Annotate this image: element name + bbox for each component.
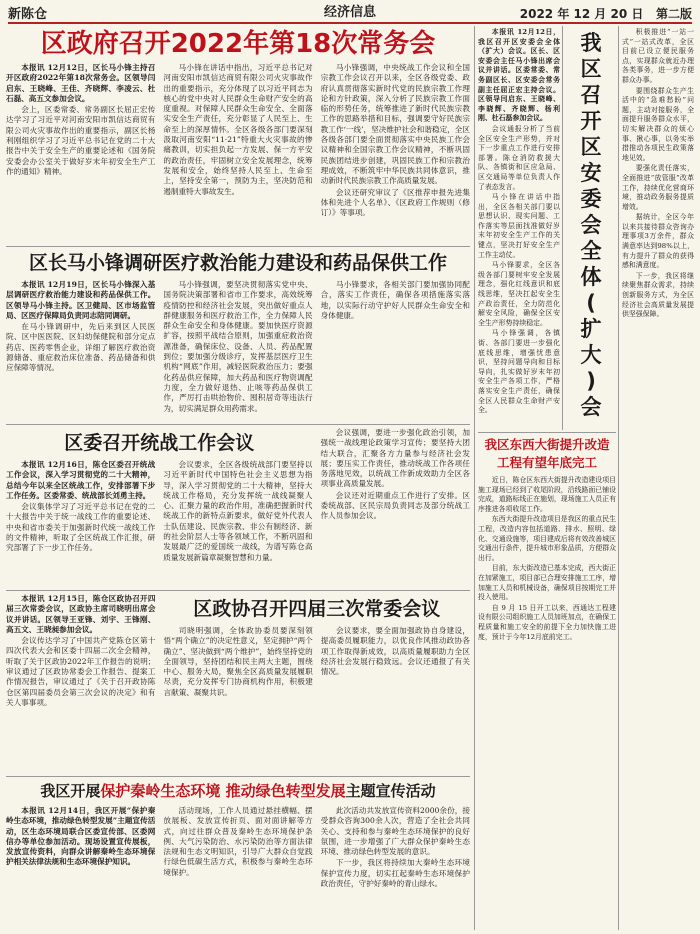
article-body bbox=[164, 626, 470, 699]
headline-char: 体 bbox=[580, 265, 602, 289]
article-right-block bbox=[164, 594, 470, 774]
paragraph: 在马小锋调研中，先后来到区人民医院、区中医医院、区妇幼保健院和部分定点药店、医药零售企业，详细了解医疗救治资源储备、重症救治床位准备、药品储备和供应保障等情况。 bbox=[6, 322, 156, 373]
article-medical-research bbox=[6, 250, 470, 422]
article-column bbox=[163, 806, 312, 890]
paragraph: 要围绕群众生产生活中的“急难愁盼”问题，主动对接服务，全面提升服务群众水平，切实解决群众的烦心事、揪心事，以务实举措推动各项民生政策落地见效。 bbox=[622, 86, 694, 162]
paragraph: 马小锋在讲话中指出，全区各相关部门要以思想认识、现实问题、工作落实等层面找准做好岁末年初安全生产工作的关键点，坚决打好安全生产工作主动仗。 bbox=[478, 193, 560, 259]
paragraph: 下一步，我区将持续加大秦岭生态环境保护宣传力度，切实扛起秦岭生态环境保护政治责任，守护好秦岭的青山绿水。 bbox=[320, 858, 470, 889]
paragraph: 会议集体学习了习近平总书记在党的二十大报告中关于统一战线工作的重要论述、中央和省市委关于加强新时代统一战线工作的文件精神，听取了全区统战工作汇报，研究部署了下一步工作任务。 bbox=[6, 502, 156, 553]
article-standing-meeting bbox=[6, 28, 470, 244]
paragraph: 马小锋强调，各镇街、各部门要进一步强化底线思维，增强忧患意识，坚持问题导向和目标导向，扎实做好岁末年初安全生产各项工作，严格落实安全生产责任，确保全区人民群众生命财产安全。 bbox=[478, 329, 560, 415]
divider bbox=[478, 432, 616, 433]
article-street-renovation bbox=[478, 436, 616, 930]
divider bbox=[6, 590, 470, 591]
article-cppcc bbox=[6, 594, 470, 774]
headline-highlight: 保护秦岭生态环境 推动绿色转型发展 bbox=[100, 782, 346, 800]
paragraph: 会议强调，要进一步强化政治引领，加强统一战线理论政策学习宣传；要坚持大团结大联合，汇聚各方力量参与经济社会发展；要压实工作责任，推动统战工作各项任务落地见效，以统战工作新成效助力全区各项事业高质量发展。 bbox=[320, 428, 470, 489]
paper-name: 新陈仓 bbox=[8, 7, 48, 22]
divider bbox=[618, 26, 619, 930]
article-column bbox=[321, 63, 470, 219]
paragraph: 积极推进“一站一式”一站式改革，全区目前已设立便民服务点，实现群众就近办理各类事务，进一步方便群众办事。 bbox=[622, 28, 694, 84]
paragraph: 马小锋在讲话中指出，习近平总书记对河南安阳市凯信达商贸有限公司火灾事故作出的重要指示，充分体现了以习近平同志为核心的党中央对人民群众生命财产安全的高度重视。对保障人民群众生命安全、全面落实安全生产责任，充分彰显了人民至上、生命至上的深厚情怀。全区各级各部门要深刻汲取河南安阳“11·21”特重大火灾事故的惨痛教训，切实担负起一方发展、保一方平安的政治责任，牢固树立安全发展理念，统筹发展和安全，始终坚持人民至上、生命至上，坚持安全第一，预防为主，坚决防范和遏制重特大事故发生。 bbox=[163, 63, 313, 196]
paragraph: 本报讯 12月12日，我区召开区安委会全体（扩大）会议。区长、区安委会主任马小锋出席会议并讲话。区委常委、常务副区长、区安委会常务副主任屈正宏主持会议。区领导闫启东、王晓峰、李晓辉、齐晓辉、杨利刚、杜石磊参加会议。 bbox=[478, 28, 560, 123]
headline-char: 我 bbox=[580, 31, 602, 55]
article-headline: 区委召开统战工作会议 bbox=[64, 432, 255, 454]
paragraph: 要强化责任落实，全面推进“放管服”改革工作，持续优化营商环境，推动政务服务提质增效。 bbox=[622, 164, 694, 211]
paragraph: 本报讯 12月16日，陈仓区委召开统战工作会议，深入学习贯彻党的二十大精神，总结今年以来全区统战工作，安排部署下步工作任务。区委常委、统战部长刘勇主持。 bbox=[6, 460, 156, 500]
headline-char: 大 bbox=[580, 343, 602, 367]
article-safety-committee bbox=[478, 28, 560, 430]
article-left-block bbox=[6, 428, 312, 564]
article-headline: 区政协召开四届三次常委会议 bbox=[193, 598, 441, 620]
divider bbox=[474, 26, 475, 930]
paragraph: 本报讯 12月15日，陈仓区政协召开四届三次常委会议，区政协主席司晓明出席会议并讲话。区领导王亚锋、刘宇、王锋刚、高五文、王晓昶参加会议。 bbox=[6, 594, 156, 634]
paragraph: 会上，区委常委、常务副区长屈正宏传达学习了习近平对河南安阳市凯信达商贸有限公司火灾事故作出的重要指示，副区长杨利刚组织学习了习近平总书记在党的二十大报告中关于安全生产的重要论述和《国务院安委会办公室关于做好岁末年初安全生产工作的通知》精神。 bbox=[6, 105, 156, 176]
article-layout bbox=[6, 594, 470, 774]
headline-line: 工程有望年底完工 bbox=[496, 455, 597, 470]
paragraph: 此次活动共发放宣传资料2000余份，接受群众咨询300余人次，营造了全社会共同关心、支持和参与秦岭生态环境保护的良好氛围，进一步增强了广大群众保护秦岭生态环境、推动绿色转型发展的意识。 bbox=[320, 806, 470, 857]
paragraph: 马小锋强调，中央统战工作会议和全国宗教工作会议召开以来，全区各级党委、政府认真贯彻落实新时代党的民族宗教工作理论和方针政策，深入分析了民族宗教工作面临的形势任务，统筹推进了新时代民族宗教工作的思路举措和目标，强调要守好民族宗教工作‘一线’，坚决维护社会和谐稳定，全区各级各部门要全面贯彻落实中央民族工作会议精神和全国宗教工作会议精神，不断巩固民族团结进步创建，巩固民族工作和宗教治理成效，不断筑牢中华民族共同体意识，推动新时代民族宗教工作高质量发展。 bbox=[320, 63, 470, 186]
article-body bbox=[6, 806, 470, 890]
article-body bbox=[6, 63, 470, 219]
paragraph: 会议传达学习了中国共产党陈仓区第十四次代表大会和区委十四届二次全会精神，听取了关于区政协2022年工作报告的说明；审议通过了区政协常委会工作报告、提案工作情况报告，审议通过了《关于召开政协陈仓区第四届委员会第三次会议的决定》和有关人事事项。 bbox=[6, 636, 156, 707]
paragraph: 本报讯 12月12日，区长马小锋主持召开区政府2022年第18次常务会。区领导闫启东、王晓峰、王佳、齐晓辉、李凌云、杜石磊、高五文参加会议。 bbox=[6, 63, 156, 103]
headline-char: 安 bbox=[580, 161, 602, 185]
paragraph: 会议要求，全区各级统战部门要坚持以习近平新时代中国特色社会主义思想为指导，深入学习贯彻党的二十大精神，坚持大统战工作格局，充分发挥统一战线凝聚人心、汇聚力量的政治作用，准确把握新时代统战工作的新特点新要求，做好党外代表人士队伍建设、民族宗教、非公有制经济、新的社会阶层人士等各领域工作，不断巩固和发展最广泛的爱国统一战线，为谱写陈仓高质量发展新篇章凝聚智慧和力量。 bbox=[163, 460, 313, 562]
divider bbox=[562, 26, 563, 430]
section-name: 经济信息 bbox=[323, 5, 377, 20]
headline-char: ( bbox=[586, 291, 596, 315]
headline-char: 区 bbox=[580, 135, 602, 159]
article-headline bbox=[478, 436, 616, 472]
article-column bbox=[478, 476, 616, 643]
article-column bbox=[6, 594, 156, 774]
divider bbox=[6, 776, 470, 777]
article-headline bbox=[6, 780, 470, 802]
page-label: 第二版 bbox=[655, 7, 692, 21]
headline-char: 委 bbox=[580, 187, 602, 211]
date-and-page bbox=[520, 5, 692, 22]
article-column bbox=[6, 280, 155, 415]
paragraph: 马小锋要求，各相关部门要加强协同配合，落实工作责任，确保各项措施落实落地，以实际行动守护好人民群众生命安全和身体健康。 bbox=[320, 280, 470, 320]
paragraph: 本报讯 12月14日，我区开展“保护秦岭生态环境，推动绿色转型发展”主题宣传活动，区生态环境局联合区委宣传部、区委网信办等单位参加活动。现场设置宣传展板，发放宣传资料，向群众讲解秦岭生态环境保护相关法律法规和生态环境保护知识。 bbox=[6, 806, 156, 867]
article-body bbox=[6, 460, 312, 564]
paragraph: 司晓明强调，全体政协委员要深刻领悟“两个确立”的决定性意义，坚定拥护“两个确立”、坚决做到“两个维护”，始终坚持党的全面领导，坚持团结和民主两大主题，围绕中心、服务大局，聚焦全区高质量发展履职尽责，充分发挥专门协商机构作用，积极建言献策、凝聚共识。 bbox=[163, 626, 313, 697]
headline-char: 区 bbox=[580, 57, 602, 81]
article-column bbox=[163, 63, 312, 219]
issue-date: 2022 年 12 月 20 日 bbox=[519, 7, 644, 21]
article-column bbox=[320, 428, 470, 564]
paragraph: 据统计，全区今年以来共接待群众咨询办理事项3万余件，群众满意率达到98%以上，有力提升了群众的获得感和满意度。 bbox=[622, 213, 694, 270]
masthead bbox=[8, 2, 692, 24]
article-column bbox=[321, 280, 470, 415]
paragraph: 马小锋要求，全区各级各部门要树牢安全发展理念，强化红线意识和底线思维，坚决扛起安全生产政治责任，全力防范化解安全风险，确保全区安全生产形势持续稳定。 bbox=[478, 261, 560, 327]
article-column bbox=[321, 626, 470, 699]
paragraph: 会议要求，要全面加强政协自身建设，提高委员履职能力，以优良作风推动政协各项工作取得新成效，以高质量履职助力全区经济社会发展行稳致远。会议还通报了有关情况。 bbox=[320, 626, 470, 677]
article-qinling-campaign bbox=[6, 780, 470, 930]
headline-char: 召 bbox=[580, 83, 602, 107]
article-vertical-headline bbox=[568, 30, 614, 428]
paragraph: 自 9 月 15 日开工以来，西通达工程建设有限公司组织施工人员加班加点，在确保工程质量和施工安全的前提下全力加快施工进度，预计于今年12月底前完工。 bbox=[478, 603, 616, 641]
article-column bbox=[478, 28, 560, 417]
headline-line: 我区东西大街提升改造 bbox=[484, 437, 610, 452]
headline-char: 开 bbox=[580, 109, 602, 133]
article-service-reform bbox=[622, 28, 694, 928]
paragraph: 会议还研究审议了《区推荐申报先进集体和先进个人名单》、《区政府工作规则（修订）》等事项。 bbox=[320, 187, 470, 218]
paragraph: 会议还对近期重点工作进行了安排。区委统战部、区民宗局负责同志及部分统战工作人员参加会议。 bbox=[320, 490, 470, 521]
headline-suffix: 主题宣传活动 bbox=[345, 782, 436, 800]
article-headline: 区政府召开2022年第18次常务会 bbox=[40, 29, 436, 59]
article-column bbox=[6, 806, 155, 890]
headline-char: 全 bbox=[580, 239, 602, 263]
article-headline: 区长马小锋调研医疗救治能力建设和药品保供工作 bbox=[28, 252, 447, 274]
headline-char: 扩 bbox=[580, 317, 602, 341]
article-column bbox=[6, 63, 155, 219]
divider bbox=[6, 424, 470, 425]
paragraph: 会议通报分析了当前全区安全生产形势，并对下一步重点工作进行安排部署。陈仓消防救援大队、各镇街和区应急局、区交通局等单位负责人作了表态发言。 bbox=[478, 124, 560, 191]
paragraph: 本报讯 12月19日，区长马小锋深入基层调研医疗救治能力建设和药品保供工作。区领导马小锋主持。区卫健局、区市场监管局、区医疗保障局负责同志陪同调研。 bbox=[6, 280, 156, 320]
headline-char: ) bbox=[586, 369, 596, 393]
article-column bbox=[163, 280, 312, 415]
headline-char: 会 bbox=[580, 213, 602, 237]
article-column bbox=[6, 460, 155, 564]
paragraph: 东西大街提升改造项目是我区的重点民生工程，改造内容包括道路、排水、照明、绿化、交通设施等，项目建成后将有效改善城区交通出行条件，提升城市形象品质，方便群众出行。 bbox=[478, 515, 616, 562]
article-column bbox=[321, 806, 470, 890]
paragraph: 下一步，我区将继续聚焦群众需求，持续创新服务方式，为全区经济社会高质量发展提供坚强保障。 bbox=[622, 271, 694, 319]
article-column bbox=[164, 626, 313, 699]
paragraph: 近日，陈仓区东西大街提升改造建设项目施工现场已经到了收尾阶段，沿线路面已铺设完成，道路标线正在施划，现场施工人员正有序推进各项收尾工作。 bbox=[478, 476, 616, 513]
headline-prefix: 我区开展 bbox=[40, 782, 101, 800]
article-body bbox=[6, 280, 470, 415]
headline-char: 会 bbox=[580, 395, 602, 419]
article-column bbox=[163, 460, 312, 564]
article-column bbox=[622, 28, 694, 321]
article-layout bbox=[6, 428, 470, 564]
paragraph: 目前，东大街改造已基本完成，西大街正在加紧施工，项目部已合理安排施工工序，增加施工人员和机械设备，确保项目按期完工并投入使用。 bbox=[478, 564, 616, 602]
paragraph: 马小锋强调，要坚决贯彻落实党中央、国务院决策部署和省市工作要求，高效统筹疫情防控和经济社会发展，突出做好重点人群健康服务和医疗救治工作，全力保障人民群众生命安全和身体健康。要加快医疗资源扩容，按照平战结合原则，加强重症救治资源准备，确保床位、设备、人员、药品配置到位；要加强分级诊疗，发挥基层医疗卫生机构“网底”作用，减轻医院救治压力；要强化药品供应保障，加大药品和医疗物资调配力度，全力做好退热、止咳等药品保供工作，严厉打击哄抬物价、囤积居奇等违法行为，切实满足群众用药需求。 bbox=[163, 280, 313, 413]
paragraph: 活动现场，工作人员通过悬挂横幅、摆放展板、发放宣传折页、面对面讲解等方式，向过往群众普及秦岭生态环境保护条例、大气污染防治、水污染防治等方面法律法规和生态文明知识，引导广大群众自觉践行绿色低碳生活方式，积极参与秦岭生态环境保护。 bbox=[163, 806, 313, 877]
divider bbox=[6, 246, 470, 247]
article-united-front bbox=[6, 428, 470, 588]
